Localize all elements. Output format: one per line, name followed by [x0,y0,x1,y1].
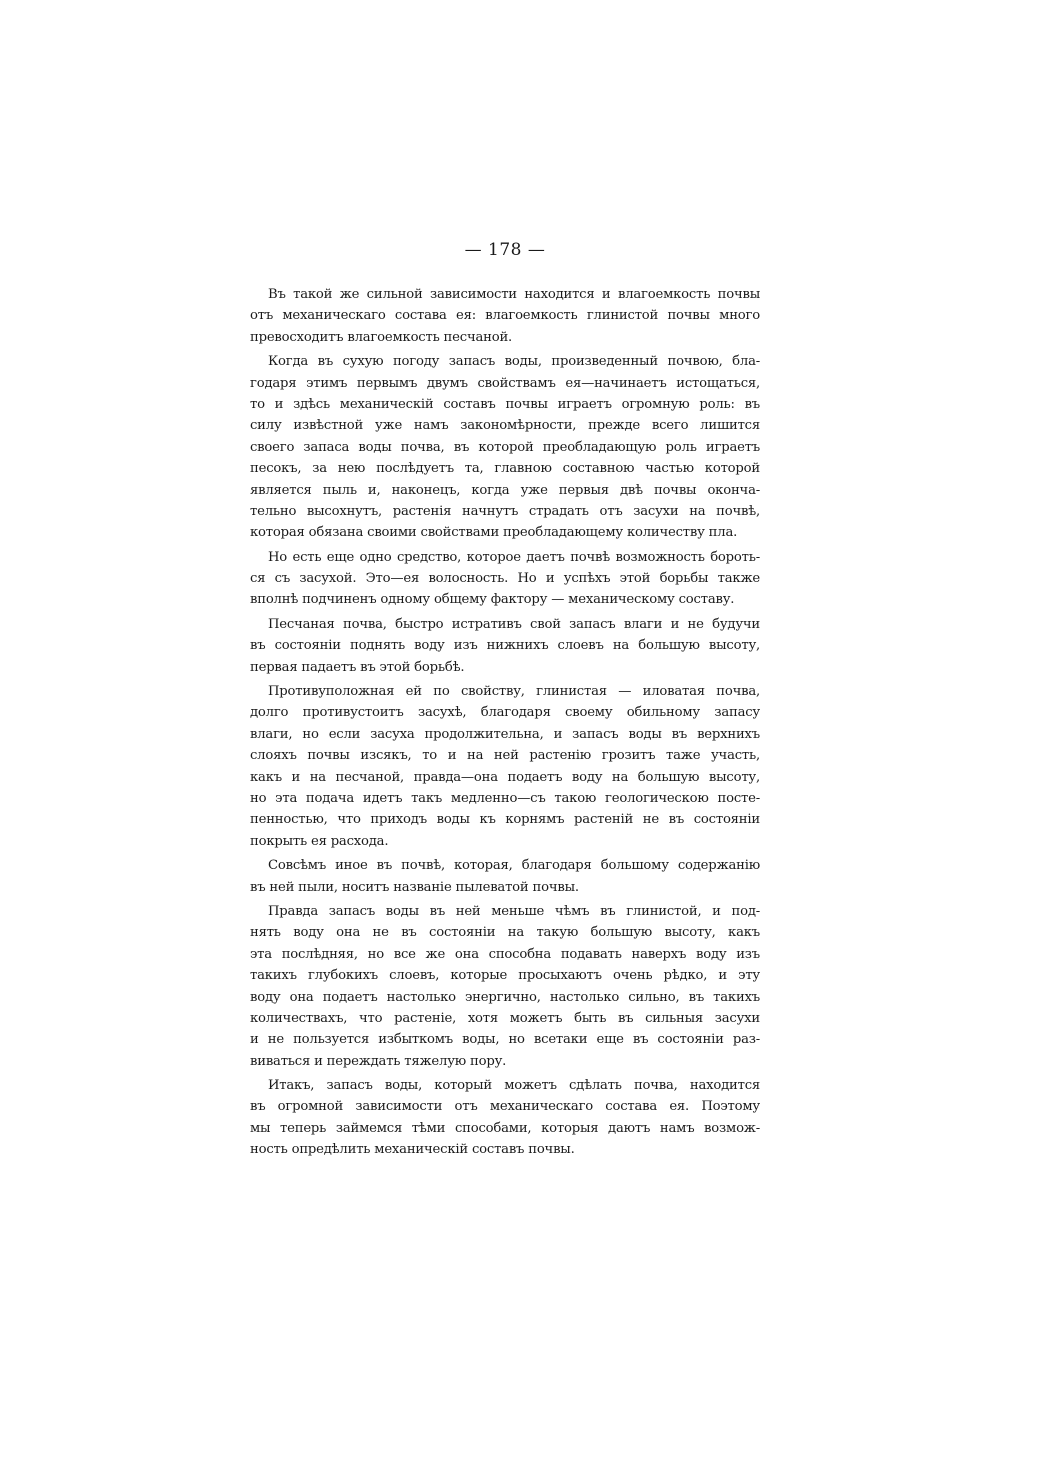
paragraph [250,681,760,852]
text-line: воду она подаетъ настолько энергично, настолько сильно, въ такихъ [250,989,760,1005]
text-line: и не пользуется избыткомъ воды, но всетаки еще въ состояніи раз- [250,1032,760,1048]
text-line: Песчаная почва, быстро истративъ свой запасъ влаги и не будучи [268,616,760,632]
text-line: виваться и переждать тяжелую пору. [250,1053,507,1069]
text-line: такихъ глубокихъ слоевъ, которые просыхаютъ очень рѣдко, и эту [250,968,760,984]
paragraph [250,855,760,898]
paragraph [250,614,760,678]
body-text [250,284,760,1161]
text-line: своего запаса воды почва, въ которой преобладающую роль играетъ [250,439,760,455]
text-line: Противуположная ей по свойству, глинистая — иловатая почва, [268,684,760,700]
text-line: тельно высохнутъ, растенія начнутъ страдать отъ засухи на почвѣ, [250,503,760,519]
text-line: вполнѣ подчиненъ одному общему фактору — механическому составу. [250,592,735,608]
text-line: въ огромной зависимости отъ механическаго состава ея. Поэтому [250,1099,760,1115]
text-line: то и здѣсь механическій составъ почвы играетъ огромную роль: въ [250,396,760,412]
paragraph [250,547,760,611]
text-line: первая падаетъ въ этой борьбѣ. [250,659,465,675]
text-line: ность опредѣлить механическій составъ почвы. [250,1142,575,1158]
text-line: слояхъ почвы изсякъ, то и на ней растенію грозитъ таже участь, [250,748,760,764]
text-line: покрыть ея расхода. [250,833,389,849]
text-line: Правда запасъ воды въ ней меньше чѣмъ въ глинистой, и под- [268,903,760,919]
paragraph [250,901,760,1072]
text-line: долго противустоитъ засухѣ, благодаря своему обильному запасу [250,705,760,721]
text-line: Совсѣмъ иное въ почвѣ, которая, благодаря большому содержанію [268,858,760,874]
text-line: въ состояніи поднять воду изъ нижнихъ слоевъ на большую высоту, [250,638,760,654]
text-line: Итакъ, запасъ воды, который можетъ сдѣлать почва, находится [268,1078,760,1094]
text-line: годаря этимъ первымъ двумъ свойствамъ ея—начинаетъ истощаться, [250,375,760,391]
text-line: какъ и на песчаной, правда—она подаетъ воду на большую высоту, [250,769,760,785]
text-line: мы теперь займемся тѣми способами, которыя даютъ намъ возмож- [250,1120,760,1136]
text-line: превосходитъ влагоемкость песчаной. [250,329,513,345]
document-page [250,238,760,1164]
text-line: въ ней пыли, носитъ названіе пылеватой почвы. [250,879,579,895]
paragraph [250,351,760,544]
text-line: количествахъ, что растеніе, хотя можетъ быть въ сильныя засухи [250,1010,760,1026]
page-number: — 178 — [464,240,546,260]
text-line: Но есть еще одно средство, которое даетъ почвѣ возможность бороть- [268,549,760,565]
text-line: ся съ засухой. Это—ея волосность. Но и успѣхъ этой борьбы также [250,571,760,587]
text-line: но эта подача идетъ такъ медленно—съ такою геологическою посте- [250,790,760,806]
text-line: влаги, но если засуха продолжительна, и запасъ воды въ верхнихъ [250,726,760,742]
text-line: отъ механическаго состава ея: влагоемкость глинистой почвы много [250,308,760,324]
text-line: силу извѣстной уже намъ закономѣрности, прежде всего лишится [250,418,760,434]
text-line: нять воду она не въ состояніи на такую большую высоту, какъ [250,925,760,941]
text-line: которая обязана своими свойствами преобладающему количеству пла. [250,525,738,541]
paragraph [250,284,760,348]
text-line: пенностью, что приходъ воды къ корнямъ растеній не въ состояніи [250,812,760,828]
text-line: эта послѣдняя, но все же она способна подавать наверхъ воду изъ [250,946,760,962]
text-line: является пыль и, наконецъ, когда уже первыя двѣ почвы оконча- [250,482,760,498]
text-line: песокъ, за нею послѣдуетъ та, главною составною частью которой [250,461,760,477]
text-line: Когда въ сухую погоду запасъ воды, произведенный почвою, бла- [268,354,760,370]
text-line: Въ такой же сильной зависимости находится и влагоемкость почвы [268,287,760,302]
paragraph [250,1075,760,1161]
